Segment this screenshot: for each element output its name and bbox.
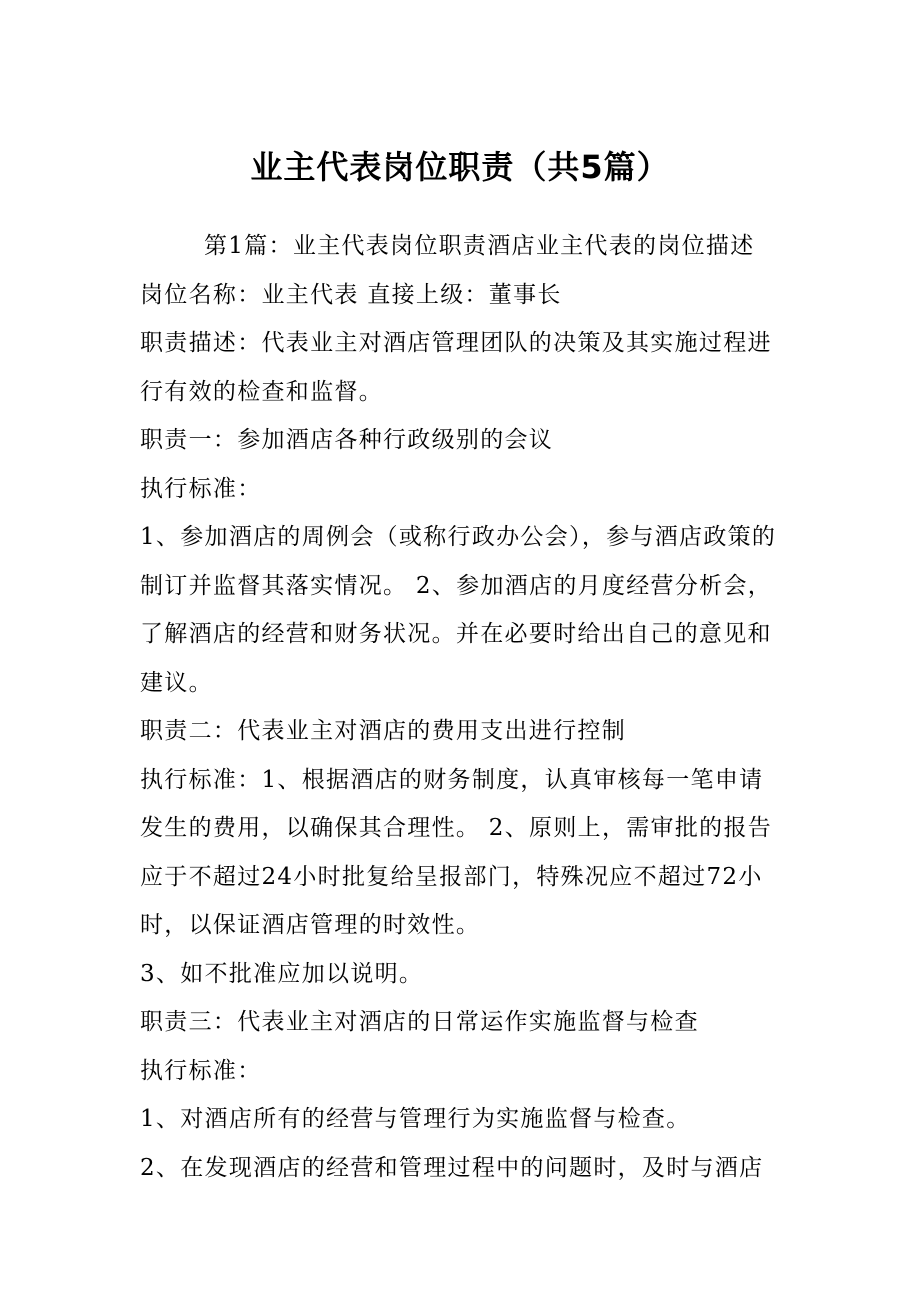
- paragraph-line: 建议。: [140, 669, 213, 696]
- paragraph-line: 时，以保证酒店管理的时效性。: [140, 912, 481, 938]
- paragraph-line: 应于不超过24小时批复给呈报部门，特殊况应不超过72小: [140, 863, 763, 890]
- document-body: [140, 222, 790, 1192]
- paragraph-line: 制订并监督其落实情况。 2、参加酒店的月度经营分析会，: [140, 572, 773, 599]
- paragraph-line: 职责二：代表业主对酒店的费用支出进行控制: [140, 718, 626, 744]
- paragraph-line: 岗位名称：业主代表 直接上级：董事长: [140, 281, 562, 308]
- paragraph-line: 职责一：参加酒店各种行政级别的会议: [140, 427, 554, 453]
- paragraph-line: 了解酒店的经营和财务状况。并在必要时给出自己的意见和: [140, 621, 772, 647]
- paragraph-line: 行有效的检查和监督。: [140, 378, 383, 405]
- paragraph-line: 3、如不批准应加以说明。: [140, 960, 424, 987]
- document-title: 业主代表岗位职责（共5篇）: [250, 148, 670, 186]
- paragraph-line: 执行标准：: [140, 475, 262, 502]
- paragraph-line: 执行标准：1、根据酒店的财务制度，认真审核每一笔申请: [140, 766, 764, 793]
- paragraph-line: 1、对酒店所有的经营与管理行为实施监督与检查。: [140, 1106, 691, 1132]
- paragraph-line: 执行标准：: [140, 1057, 262, 1084]
- paragraph-line: 发生的费用，以确保其合理性。 2、原则上，需审批的报告: [140, 815, 773, 841]
- paragraph-line: 1、参加酒店的周例会（或称行政办公会），参与酒店政策的: [140, 524, 777, 550]
- paragraph-line: 职责三：代表业主对酒店的日常运作实施监督与检查: [140, 1009, 699, 1035]
- paragraph-line: 第1篇：业主代表岗位职责酒店业主代表的岗位描述: [204, 233, 755, 259]
- paragraph-line: 2、在发现酒店的经营和管理过程中的问题时，及时与酒店: [140, 1154, 764, 1181]
- paragraph-line: 职责描述：代表业主对酒店管理团队的决策及其实施过程进: [140, 330, 772, 356]
